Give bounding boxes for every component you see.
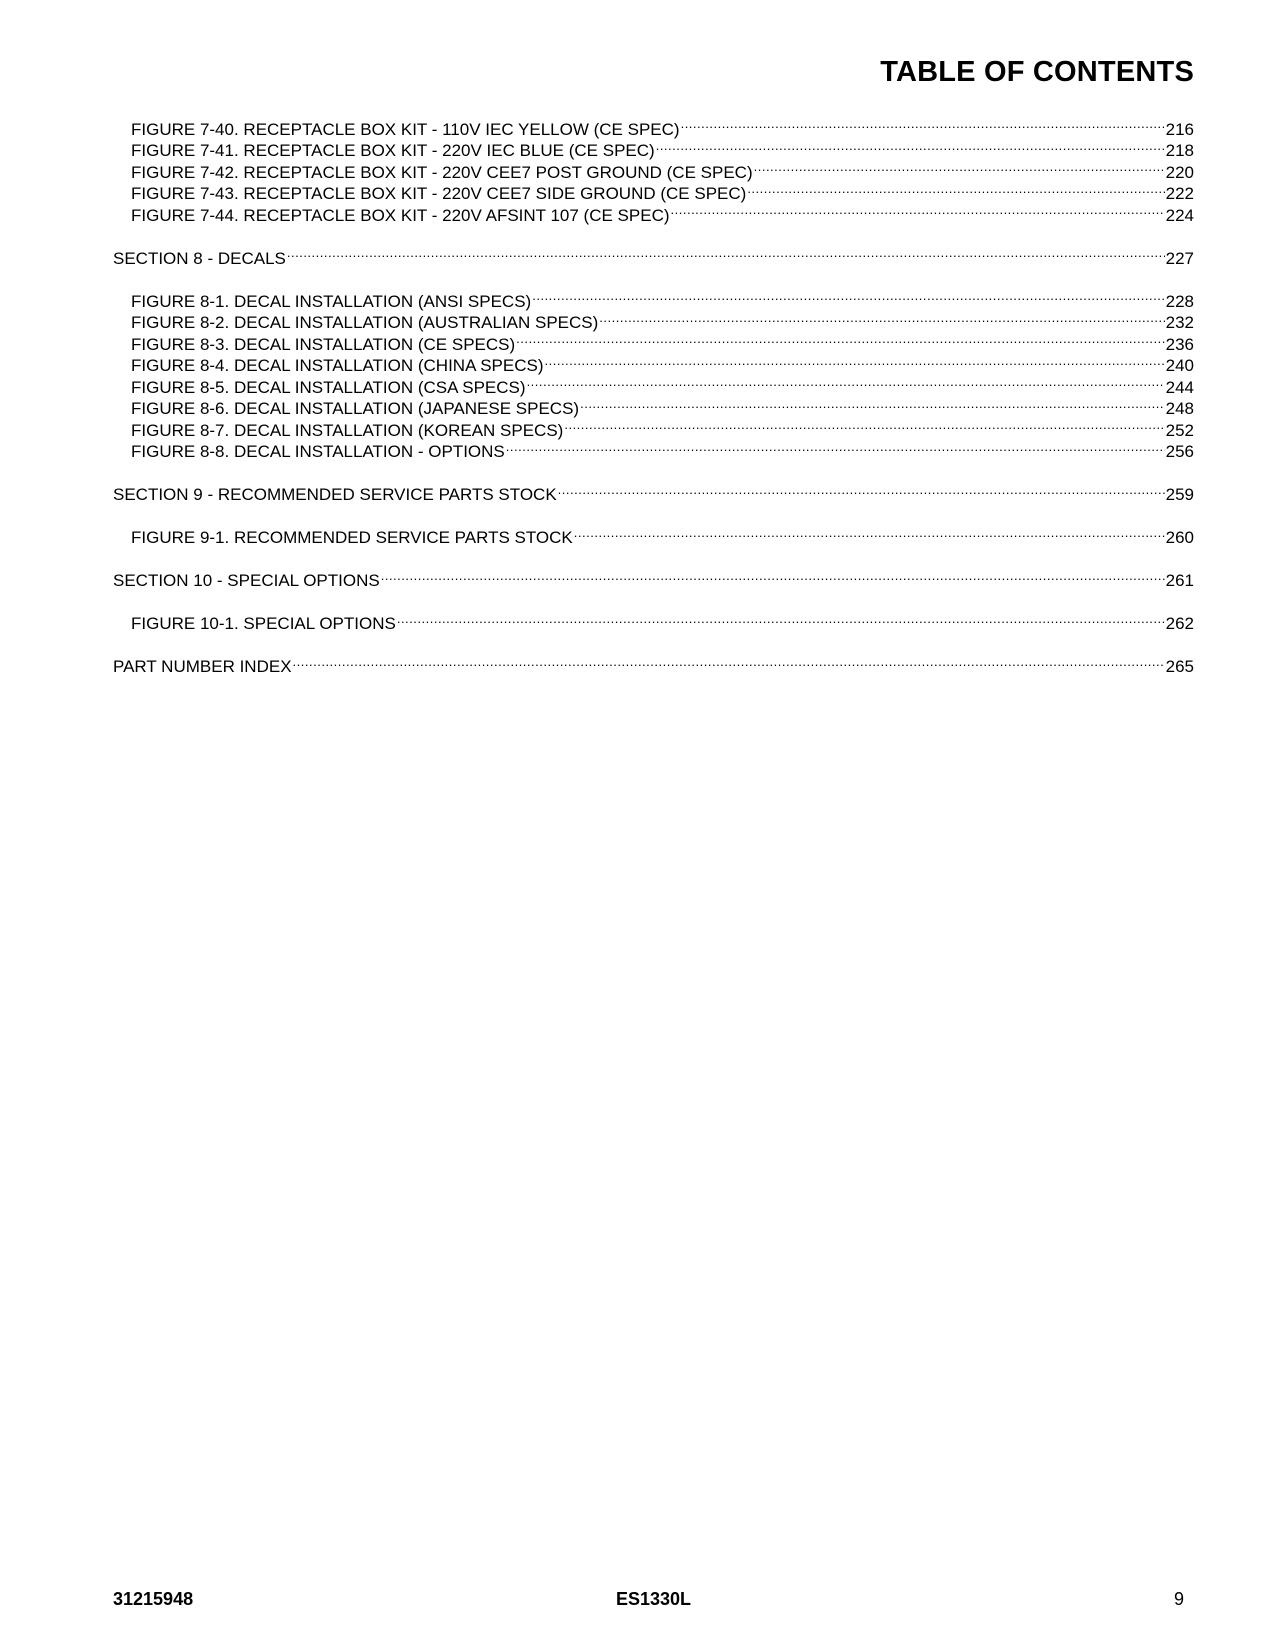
toc-entry-page: 240 — [1165, 356, 1194, 375]
toc-entry-page: 216 — [1165, 119, 1194, 139]
dot-leader — [545, 350, 1165, 372]
document-number: 31215948 — [113, 1589, 194, 1609]
toc-entry-page: 227 — [1165, 248, 1194, 268]
dot-leader — [381, 565, 1165, 587]
toc-entry-label: FIGURE 10-1. SPECIAL OPTIONS — [131, 614, 396, 633]
dot-leader — [527, 371, 1165, 393]
dot-leader — [293, 651, 1165, 673]
toc-entry-label: FIGURE 7-41. RECEPTACLE BOX KIT - 220V IEC BLUE (CE SPEC) — [131, 141, 655, 160]
toc-entry-label: FIGURE 9-1. RECOMMENDED SERVICE PARTS STOCK — [131, 528, 573, 547]
toc-entry-figure-10-1[interactable] — [113, 608, 1194, 633]
toc-entry-figure-8-1[interactable] — [113, 285, 1194, 311]
dot-leader — [516, 328, 1164, 350]
toc-entry-label: FIGURE 7-43. RECEPTACLE BOX KIT - 220V CEE7 SIDE GROUND (CE SPEC) — [131, 184, 747, 203]
dot-leader — [532, 285, 1164, 307]
toc-entry-page: 236 — [1165, 334, 1194, 354]
toc-entry-label: SECTION 10 - SPECIAL OPTIONS — [113, 571, 380, 590]
toc-entry-label: FIGURE 8-2. DECAL INSTALLATION (AUSTRALIAN SPECS) — [131, 313, 599, 332]
dot-leader — [580, 393, 1165, 415]
page-title: TABLE OF CONTENTS — [880, 56, 1194, 88]
dot-leader — [564, 414, 1164, 436]
toc-entry-page: 222 — [1165, 184, 1194, 203]
dot-leader — [506, 436, 1165, 458]
toc-entry-page: 224 — [1165, 205, 1194, 225]
toc-entry-figure-9-1[interactable] — [113, 522, 1194, 547]
dot-leader — [397, 608, 1165, 630]
toc-entry-page: 260 — [1165, 528, 1194, 547]
toc-entry-page: 220 — [1165, 162, 1194, 182]
toc-entry-page: 228 — [1165, 291, 1194, 311]
toc-entry-label: SECTION 8 - DECALS — [113, 248, 286, 268]
toc-entry-label: PART NUMBER INDEX — [113, 657, 292, 676]
page-footer — [113, 1589, 1194, 1613]
toc-entry-page: 265 — [1165, 657, 1194, 676]
toc-entry-label: FIGURE 8-1. DECAL INSTALLATION (ANSI SPECS) — [131, 291, 532, 311]
toc-entry-part-number-index[interactable] — [113, 651, 1194, 676]
toc-entry-page: 256 — [1165, 442, 1194, 461]
toc-entry-page: 262 — [1165, 614, 1194, 633]
toc-entry-page: 248 — [1165, 399, 1194, 418]
toc-entry-page: 218 — [1165, 141, 1194, 160]
dot-leader — [754, 156, 1165, 178]
dot-leader — [574, 522, 1165, 544]
toc-entry-section-10[interactable] — [113, 565, 1194, 590]
table-of-contents — [113, 113, 1194, 676]
toc-entry-label: FIGURE 8-8. DECAL INSTALLATION - OPTIONS — [131, 442, 505, 461]
dot-leader — [671, 199, 1165, 221]
toc-entry-label: FIGURE 8-7. DECAL INSTALLATION (KOREAN SPECS) — [131, 420, 564, 440]
toc-entry-label: FIGURE 8-6. DECAL INSTALLATION (JAPANESE SPECS) — [131, 399, 580, 418]
toc-entry-page: 259 — [1165, 485, 1194, 504]
toc-entry-label: FIGURE 7-44. RECEPTACLE BOX KIT - 220V AFSINT 107 (CE SPEC) — [131, 205, 670, 225]
toc-entry-page: 244 — [1165, 377, 1194, 397]
dot-leader — [747, 178, 1164, 200]
toc-entry-page: 232 — [1165, 313, 1194, 332]
dot-leader — [287, 242, 1165, 264]
page-number: 9 — [1173, 1589, 1184, 1609]
toc-entry-label: FIGURE 7-42. RECEPTACLE BOX KIT - 220V CEE7 POST GROUND (CE SPEC) — [131, 162, 753, 182]
toc-entry-label: FIGURE 8-3. DECAL INSTALLATION (CE SPECS) — [131, 334, 516, 354]
dot-leader — [558, 479, 1165, 501]
model-name: ES1330L — [615, 1589, 692, 1609]
toc-entry-label: SECTION 9 - RECOMMENDED SERVICE PARTS STOCK — [113, 485, 557, 504]
toc-entry-page: 261 — [1165, 571, 1194, 590]
toc-entry-label: FIGURE 8-4. DECAL INSTALLATION (CHINA SPECS) — [131, 356, 544, 375]
toc-entry-figure-7-40[interactable] — [113, 113, 1194, 139]
toc-entry-section-8[interactable] — [113, 242, 1194, 268]
toc-entry-label: FIGURE 8-5. DECAL INSTALLATION (CSA SPECS) — [131, 377, 526, 397]
dot-leader — [656, 135, 1165, 157]
dot-leader — [599, 307, 1164, 329]
toc-entry-page: 252 — [1165, 420, 1194, 440]
toc-entry-label: FIGURE 7-40. RECEPTACLE BOX KIT - 110V IEC YELLOW (CE SPEC) — [131, 119, 680, 139]
toc-entry-section-9[interactable] — [113, 479, 1194, 504]
dot-leader — [681, 113, 1165, 135]
